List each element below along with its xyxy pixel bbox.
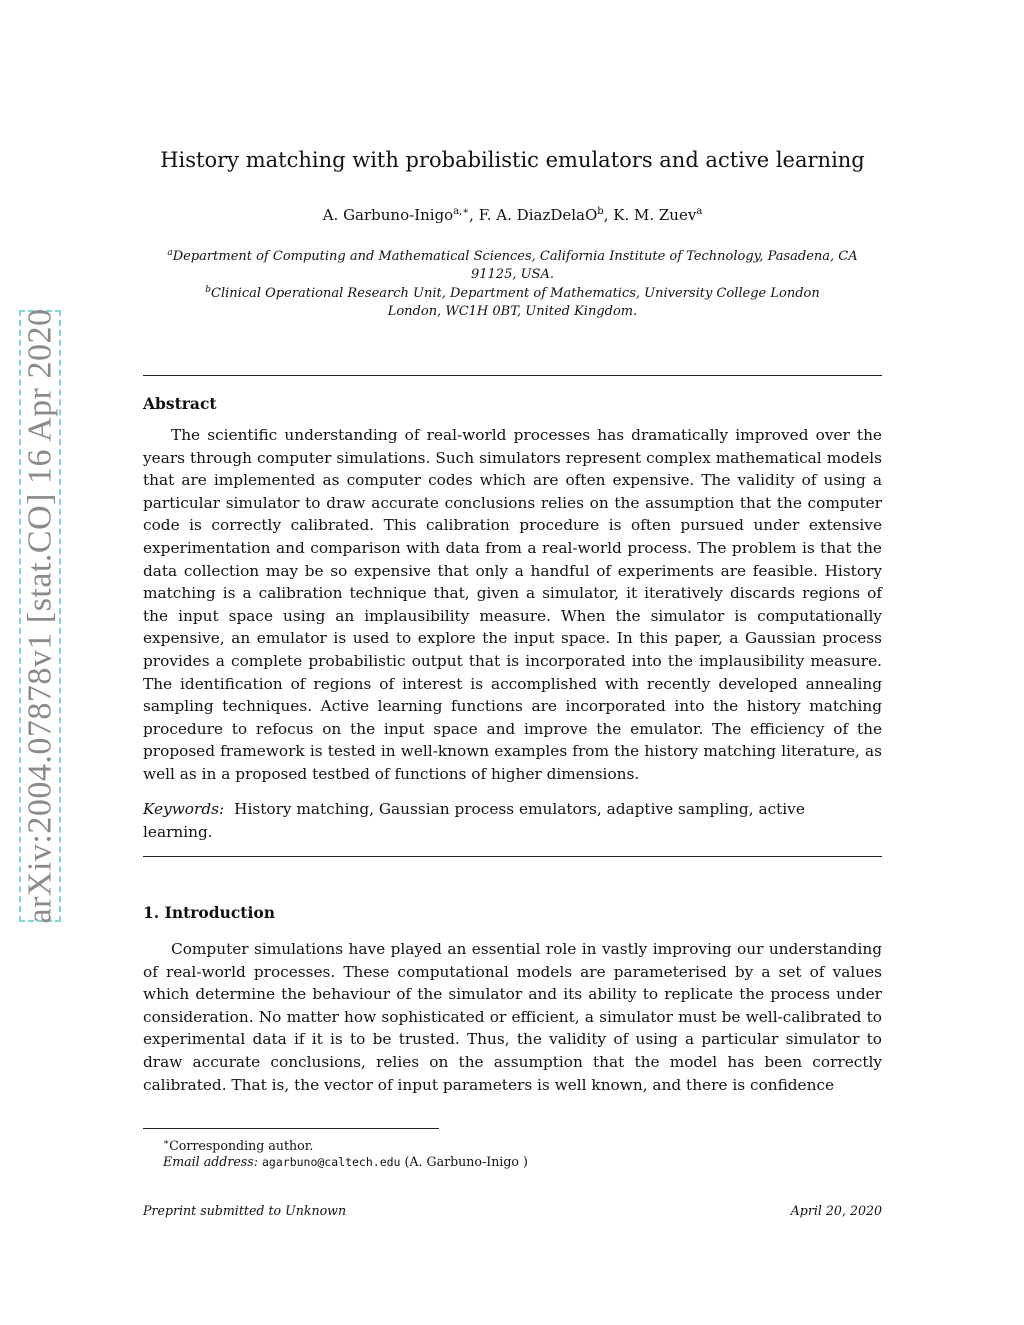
footer-left: Preprint submitted to Unknown: [143, 1203, 347, 1218]
affiliation-a: [143, 244, 882, 284]
affiliation-mark: a: [167, 248, 173, 258]
introduction-text: Computer simulations have played an essential role in vastly improving our understanding of real-world processes. These computational models are parameterised by a set of values which determine the behaviour of the simulator and its ability to replicate the process under consideration. No matter how sophisticated or efficient, a simulator must be well-calibrated to experimental data if it is to be trusted. Thus, the validity of using a particular simulator to draw accurate conclusions, relies on the assumption that the model has been correctly calibrated. That is, the vector of input parameters is well known, and there is confidence: [143, 940, 882, 1094]
footnote-rule: [143, 1128, 439, 1129]
author-separator: ,: [469, 206, 479, 224]
affiliation-mark: b: [205, 285, 212, 295]
author-name: K. M. Zuev: [613, 206, 697, 224]
author-list: [143, 206, 882, 224]
introduction-heading: 1. Introduction: [143, 903, 275, 922]
arxiv-id: arXiv:2004.07878v1 [stat.CO] 16 Apr 2020: [21, 308, 59, 924]
abstract-bottom-rule: [143, 856, 882, 857]
keywords-text: History matching, Gaussian process emulators, adaptive sampling, active learning.: [143, 800, 805, 841]
arxiv-stamp: [19, 310, 61, 922]
footer-right: April 20, 2020: [790, 1203, 882, 1218]
abstract-top-rule: [143, 375, 882, 376]
footnote-text: Corresponding author.: [169, 1138, 314, 1153]
email-link[interactable]: agarbuno@caltech.edu: [262, 1155, 401, 1169]
email-owner: (A. Garbuno-Inigo ): [404, 1154, 528, 1169]
author-marks: a: [696, 206, 703, 217]
abstract-text: The scientific understanding of real-world processes has dramatically improved over the years through computer simulations. Such simulators represent complex mathematical models that are implemented as computer codes which are often expensive. The validity of using a particular simulator to draw accurate conclusions relies on the assumption that the computer code is correctly calibrated. This calibration procedure is often pursued under extensive experimentation and comparison with data from a real-world process. The problem is that the data collection may be so expensive that only a handful of experiments are feasible. History matching is a calibration technique that, given a simulator, it iteratively discards regions of the input space using an implausibility measure. When the simulator is computationally expensive, an emulator is used to explore the input space. In this paper, a Gaussian process provides a complete probabilistic output that is incorporated into the implausibility measure. The identification of regions of interest is accomplished with recently developed annealing sampling techniques. Active learning functions are incorporated into the history matching procedure to refocus on the input space and improve the emulator. The efficiency of the proposed framework is tested in well-known examples from the history matching literature, as well as in a proposed testbed of functions of higher dimensions.: [143, 426, 882, 783]
email-label: Email address:: [163, 1154, 258, 1169]
author-name: F. A. DiazDelaO: [478, 206, 598, 224]
footnote-email: [163, 1153, 528, 1171]
author-marks: a,∗: [453, 206, 470, 217]
affiliation-line: Clinical Operational Research Unit, Department of Mathematics, University College London: [211, 286, 820, 301]
keywords-label: Keywords:: [143, 800, 225, 818]
affiliation-line: London, WC1H 0BT, United Kingdom.: [387, 304, 638, 319]
author-separator: ,: [603, 206, 614, 224]
footnote-mark: ∗: [163, 1138, 170, 1148]
affiliation-line: Department of Computing and Mathematical Sciences, California Institute of Technology, Pasadena, CA: [172, 249, 858, 264]
author-marks: b: [597, 206, 604, 217]
affiliation-b: [143, 281, 882, 321]
keywords: [143, 798, 843, 843]
paper-title: History matching with probabilistic emulators and active learning: [160, 148, 865, 172]
abstract-heading: Abstract: [143, 394, 217, 413]
author-name: A. Garbuno-Inigo: [322, 206, 454, 224]
footnote-corresponding: [163, 1134, 313, 1155]
affiliation-line: 91125, USA.: [470, 267, 554, 282]
